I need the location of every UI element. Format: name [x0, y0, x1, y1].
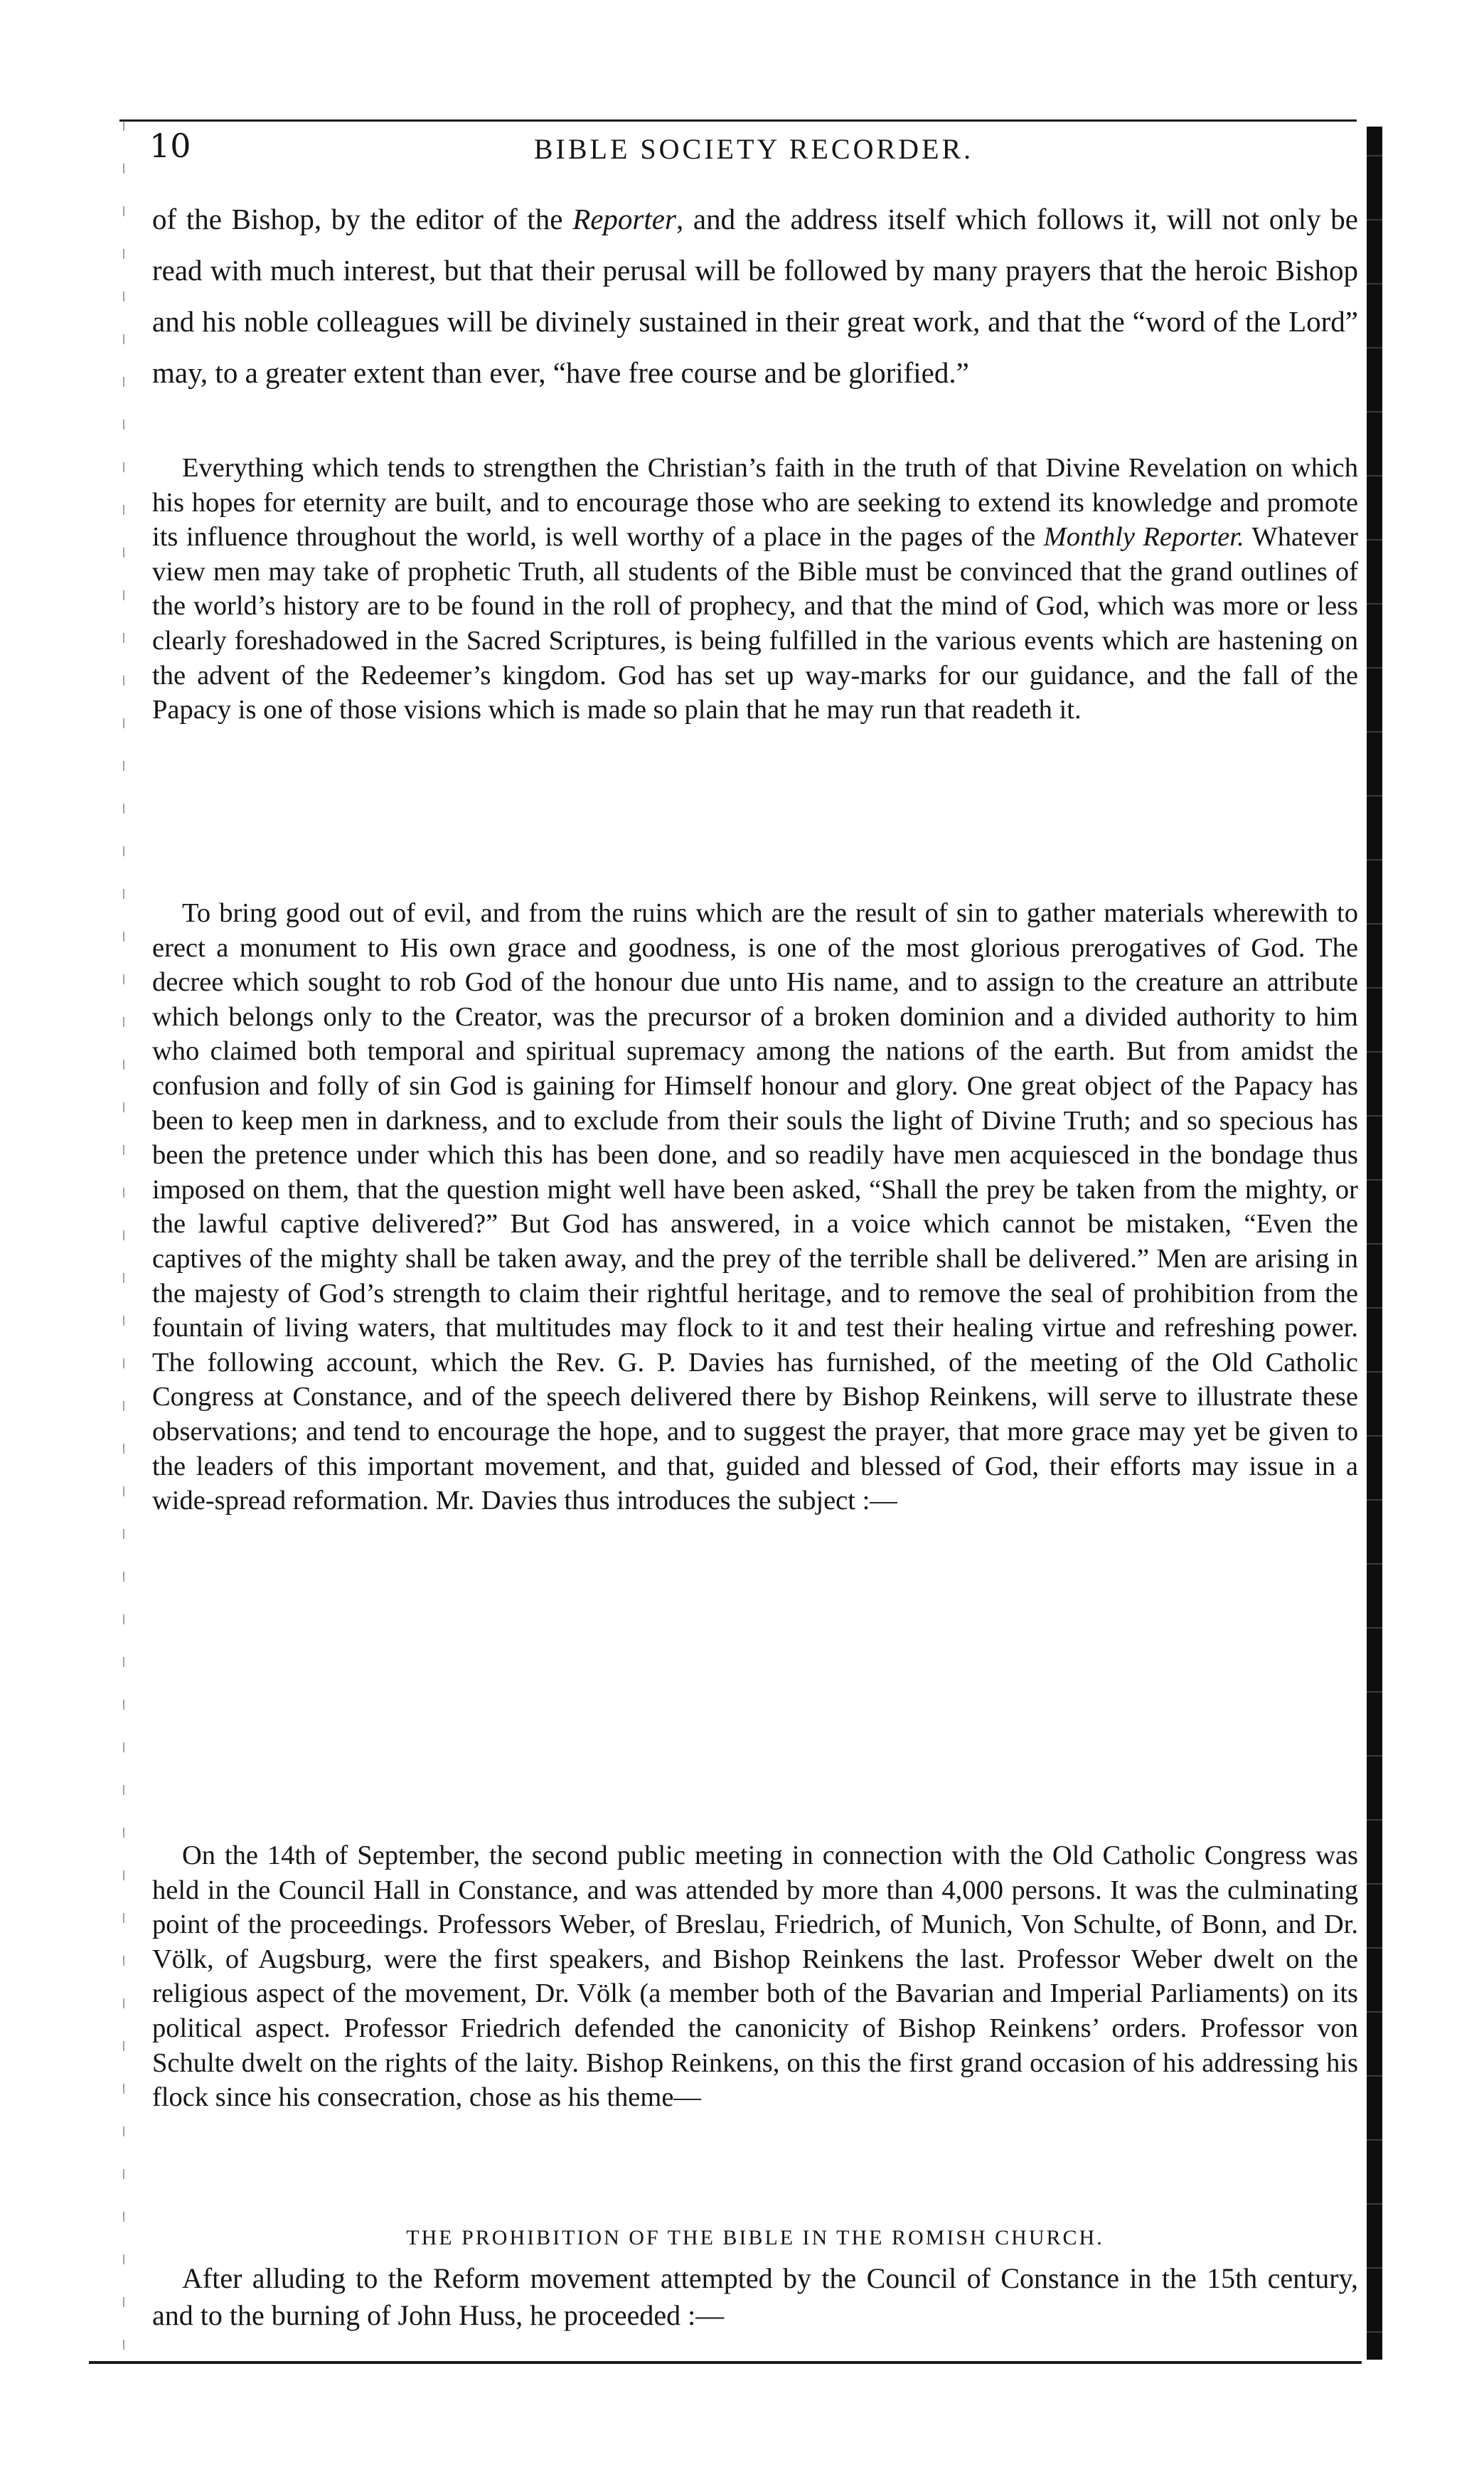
- paragraph-5-text: After alluding to the Reform movement attempted by the Council of Constance in the 15th century, and to the burning of John Huss, he proceeded :—: [152, 2262, 1358, 2331]
- intro-text-after: , and the address itself which follows it, will not only be read with much interest, but that their perusal will be followed by many prayers that the heroic Bishop and his noble colleagues will be divinely sustained in their great work, and that the “word of the Lord” may, to a greater extent than ever, “have free course and be glorified.”: [152, 203, 1359, 389]
- paragraph-2-before: Everything which tends to strengthen the Christian’s faith in the truth of that Divine Revelation on which his hopes for eternity are built, and to encourage those who are seeking to extend its knowledge and promote its influence throughout the world, is well worthy of a place in the pages of the: [152, 453, 1358, 553]
- binding-edge: [1367, 127, 1382, 2360]
- paragraph-3-text: To bring good out of evil, and from the ruins which are the result of sin to gather materials wherewith to erect a monument to His own grace and goodness, is one of the most glorious prerogatives of God. The decree which sought to rob God of the honour due unto His name, and to assign to the creature an attribute which belongs only to the Creator, was the precursor of a broken dominion and a divided authority to him who claimed both temporal and spiritual supremacy among the nations of the earth. But from amidst the confusion and folly of sin God is gaining for Himself honour and glory. One great object of the Papacy has been to keep men in darkness, and to exclude from their souls the light of Divine Truth; and so specious has been the pretence under which this has been done, and so readily have men acquiesced in the bondage thus imposed on them, that the question might well have been asked, “Shall the prey be taken from the mighty, or the lawful captive delivered?” But God has answered, in a voice which cannot be mistaken, “Even the captives of the mighty shall be taken away, and the prey of the terrible shall be delivered.” Men are arising in the majesty of God’s strength to claim their rightful heritage, and to remove the seal of prohibition from the fountain of living waters, that multitudes may flock to it and test their healing virtue and refreshing power. The following account, which the Rev. G. P. Davies has furnished, of the meeting of the Old Catholic Congress at Constance, and of the speech delivered there by Bishop Reinkens, will serve to illustrate these observations; and tend to encourage the hope, and to suggest the prayer, that more grace may yet be given to the leaders of this important movement, and that, guided and blessed of God, their efforts may issue in a wide-spread reformation. Mr. Davies thus introduces the subject :—: [152, 898, 1358, 1516]
- intro-italic-title: Reporter: [572, 203, 676, 235]
- left-margin-rule: [123, 121, 124, 2361]
- intro-paragraph: [152, 193, 1358, 398]
- running-head: BIBLE SOCIETY RECORDER.: [533, 133, 974, 165]
- header-rule: [119, 119, 1357, 122]
- footer-rule: [89, 2361, 1362, 2364]
- page-number: 10: [149, 127, 191, 165]
- paragraph-4-text: On the 14th of September, the second public meeting in connection with the Old Catholic Congress was held in the Council Hall in Constance, and was attended by more than 4,000 persons. It was the culminating point of the proceedings. Professors Weber, of Breslau, Friedrich, of Munich, Von Schulte, of Bonn, and Dr. Völk, of Augsburg, were the first speakers, and Bishop Reinkens the last. Professor Weber dwelt on the religious aspect of the movement, Dr. Völk (a member both of the Bavarian and Imperial Parliaments) on its political aspect. Professor Friedrich defended the canonicity of Bishop Reinkens’ orders. Professor von Schulte dwelt on the rights of the laity. Bishop Reinkens, on this the first grand occasion of his addressing his flock since his consecration, chose as his theme—: [152, 1841, 1358, 2113]
- page-header: [149, 127, 1358, 171]
- paragraph-2-italic-title: Monthly Reporter.: [1043, 522, 1244, 553]
- paragraph-3: [152, 896, 1358, 1518]
- paragraph-4: [152, 1838, 1358, 2115]
- paragraph-2-after: Whatever view men may take of prophetic Truth, all students of the Bible must be convinced that the grand outlines of the world’s history are to be found in the roll of prophecy, and that the mind of God, which was more or less clearly foreshadowed in the Sacred Scriptures, is being fulfilled in the various events which are hastening on the advent of the Redeemer’s kingdom. God has set up way-marks for our guidance, and the fall of the Papacy is one of those visions which is made so plain that he may run that readeth it.: [152, 522, 1358, 725]
- intro-text-before: of the Bishop, by the editor of the: [152, 203, 573, 235]
- section-heading: THE PROHIBITION OF THE BIBLE IN THE ROMISH CHURCH.: [406, 2226, 1104, 2249]
- paragraph-5: [152, 2260, 1358, 2334]
- paragraph-2: [152, 451, 1358, 728]
